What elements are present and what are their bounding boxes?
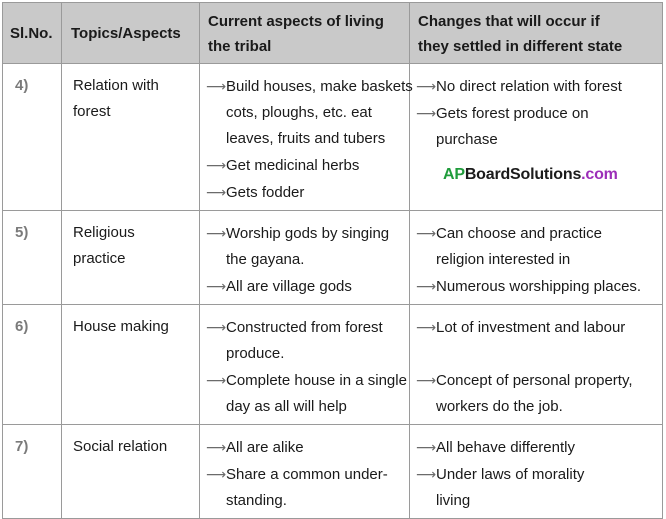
row-topic (62, 305, 200, 425)
row-number: 6) (3, 305, 62, 425)
bullet-item: ⟶Share a common under- (206, 461, 405, 488)
topic-line: Religious (73, 224, 135, 241)
arrow-icon: ⟶ (416, 105, 437, 121)
topic-line: Social relation (73, 438, 168, 455)
row-current-aspects (200, 64, 413, 211)
arrow-icon: ⟶ (206, 157, 227, 173)
row-changes (410, 305, 663, 425)
arrow-icon: ⟶ (416, 372, 437, 388)
watermark-part-com: .com (581, 166, 618, 183)
header-sl-no: Sl.No. (3, 3, 62, 64)
header-changes (410, 3, 663, 64)
row-changes (410, 64, 663, 211)
topic-line: practice (73, 250, 126, 267)
row-topic (62, 64, 200, 211)
bullet-continuation: religion interested in (436, 251, 571, 268)
bullet-continuation: leaves, fruits and tubers (226, 130, 386, 147)
table-row (3, 425, 663, 519)
bullet-item: ⟶No direct relation with forest (416, 73, 658, 100)
arrow-icon: ⟶ (206, 439, 227, 455)
arrow-icon: ⟶ (206, 78, 227, 94)
bullet-item: ⟶Lot of investment and labour (416, 314, 658, 341)
bullet-item: ⟶Numerous worshipping places. (416, 273, 658, 300)
bullet-item: ⟶Can choose and practice (416, 220, 658, 247)
bullet-item: ⟶Build houses, make baskets (206, 73, 405, 100)
arrow-icon: ⟶ (416, 466, 437, 482)
row-current-aspects (200, 305, 410, 425)
bullet-item: ⟶All are alike (206, 434, 405, 461)
bullet-continuation: purchase (436, 131, 498, 148)
bullet-item: ⟶All are village gods (206, 273, 405, 300)
row-topic (62, 211, 200, 305)
table-header-row (3, 3, 663, 64)
bullet-item: ⟶Under laws of morality (416, 461, 658, 488)
bullet-item: ⟶Complete house in a single (206, 367, 405, 394)
header-topics: Topics/Aspects (62, 3, 200, 64)
bullet-continuation: cots, ploughs, etc. eat (226, 104, 372, 121)
table-row (3, 64, 663, 211)
bullet-item: ⟶Gets forest produce on (416, 100, 658, 127)
bullet-item: ⟶Concept of personal property, (416, 367, 658, 394)
arrow-icon: ⟶ (206, 319, 227, 335)
arrow-icon: ⟶ (206, 466, 227, 482)
watermark-part-ap: AP (443, 166, 465, 183)
topic-line: Relation with (73, 77, 159, 94)
row-changes (410, 211, 663, 305)
table-row (3, 305, 663, 425)
comparison-table (2, 2, 663, 519)
topic-line: House making (73, 318, 169, 335)
bullet-continuation: living (436, 492, 471, 509)
row-current-aspects (200, 425, 410, 519)
site-watermark (443, 166, 618, 184)
bullet-continuation: workers do the job. (436, 398, 563, 415)
bullet-continuation: standing. (226, 492, 287, 509)
arrow-icon: ⟶ (206, 278, 227, 294)
row-number: 4) (3, 64, 62, 211)
spacer (416, 341, 658, 367)
table-row (3, 211, 663, 305)
topic-line: forest (73, 103, 111, 120)
header-current-line-2: the tribal (208, 38, 272, 55)
arrow-icon: ⟶ (206, 225, 227, 241)
row-current-aspects (200, 211, 410, 305)
header-current-aspects (200, 3, 410, 64)
arrow-icon: ⟶ (416, 78, 437, 94)
row-changes (410, 425, 663, 519)
row-number: 5) (3, 211, 62, 305)
bullet-item: ⟶Worship gods by singing (206, 220, 405, 247)
arrow-icon: ⟶ (206, 372, 227, 388)
row-number: 7) (3, 425, 62, 519)
header-current-line-1: Current aspects of living (208, 13, 384, 30)
arrow-icon: ⟶ (416, 439, 437, 455)
bullet-item: ⟶Constructed from forest (206, 314, 405, 341)
bullet-continuation: day as all will help (226, 398, 347, 415)
bullet-continuation: produce. (226, 345, 285, 362)
arrow-icon: ⟶ (206, 184, 227, 200)
row-topic (62, 425, 200, 519)
arrow-icon: ⟶ (416, 319, 437, 335)
bullet-item: ⟶Gets fodder (206, 179, 405, 206)
bullet-item: ⟶All behave differently (416, 434, 658, 461)
watermark-part-board: BoardSolutions (464, 166, 582, 183)
header-changes-line-1: Changes that will occur if (418, 13, 600, 30)
bullet-continuation: the gayana. (226, 251, 305, 268)
arrow-icon: ⟶ (416, 278, 437, 294)
bullet-item: ⟶Get medicinal herbs (206, 152, 405, 179)
arrow-icon: ⟶ (416, 225, 437, 241)
header-changes-line-2: they settled in different state (418, 38, 623, 55)
